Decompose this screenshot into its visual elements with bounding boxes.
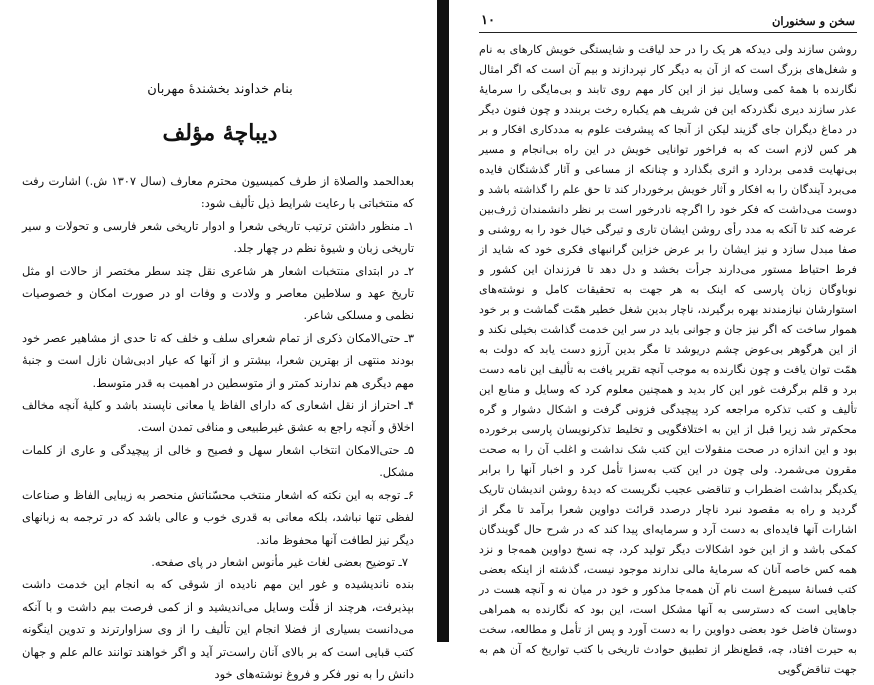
paragraph: ۴ـ احتراز از نقل اشعاری که دارای الفاظ یا معانی ناپسند باشد و کلیهٔ آنچه مخالف اخلاق و آنچه راجع به عشق غیرطبیعی و منافی تمدن است. bbox=[22, 398, 414, 435]
book-gutter bbox=[437, 0, 449, 642]
paragraph: بعدالحمد والصلاة از طرف کمیسیون محترم معارف (سال ۱۳۰۷ ش.) اشارت رفت که منتخباتی با رعایت شرایط ذیل تألیف شود: bbox=[22, 174, 414, 211]
paragraph: ۱ـ منظور داشتن ترتیب تاریخی شعرا و ادوار تاریخی شعر فارسی و تحولات و سیر تاریخی زبان و شیوهٔ نظم در چهار جلد. bbox=[22, 218, 414, 256]
basmala: بنام خداوند بخشندهٔ مهربان bbox=[147, 82, 293, 97]
left-body bbox=[22, 170, 414, 685]
page-number: ۱۰ bbox=[481, 13, 495, 28]
paragraph: ۶ـ توجه به این نکته که اشعار منتخب محسّناتش منحصر به زیبایی الفاظ و صناعات لفظی تنها نباشد، بلکه معانی به قدری خوب و عالی باشد که در ترجمه به زبانهای دیگر نیز لطافت آنها محفوظ ماند. bbox=[22, 487, 414, 547]
paragraph: ۷ـ توضیح بعضی لغات غیر مأنوس اشعار در پای صفحه. bbox=[151, 554, 408, 569]
paragraph: ۵ـ حتی‌الامکان انتخاب اشعار سهل و فصیح و خالی از پیچیدگی و عاری از کلمات مشکل. bbox=[22, 442, 414, 480]
right-body bbox=[479, 40, 857, 680]
page-title: دیباچهٔ مؤلف bbox=[162, 120, 278, 146]
running-head: سخن و سخنوران bbox=[771, 14, 855, 28]
paragraph: روشن سازند ولی دیدکه هر یک را در حد لیاقت و شایستگی خویش کارهای به نام و شغل‌های بزرگ است که از آن به دیگر کار نپردازند و بیم آن است که اگر امثال نگارنده با همهٔ کمی وسایل نیز از این کار مهم روی تابند و بی‌مایگی را سرمایهٔ عذر سازند دیری نگذردکه این فن شریف هم یکباره رخت بربندد و چون فنون دیگر در دماغ دیگران جای گزیند لیکن از آنجا که پیشرفت علوم به مددکاری افکار و بر هر کس لازم است که به فراخور توانایی خویش در این راه بی‌انجام و مسیر بی‌نهایت قدمی بردارد و اثری بگذارد و چنانکه از مساعی و آثار گذشتگان فایده می‌برد آیندگان را به افکار و آثار خویش برخوردار کند تا حق علم را گذاشته باشد و دوست می‌داشت که فکر خود را اگرچه نادرخور است بر نظر دانشمندان ژرف‌بین عرضه کند تا آنکه به مدد رأی روشن ایشان تاری و تیرگی خیال خود را به روشنی و صفا مبدل سازد و نیز ایشان را بر عرض خزاین گرانبهای فکری خود که شاید از فرط احتیاط مستور می‌دارند جرأت بخشد و دل دهد تا فرزندان این کشور و نوباوگان زبان پارسی که اینک به هر جهت به تحقیقات کامل و نوشته‌های استوارشان نیازمندند بهره برگیرند، ناچار بدین شغل خطیر همّت گماشت و بر خود هموار ساخت که اگر نیز جان و جوانی باید در سر این خدمت گذاشت بخیلی نکند و از این هرگوهر بی‌عوض چشم دریوشد تا مگر بدین آرزو دست یابد که دولت به همّت توان یافت و چون نگارنده به موجب آنچه تقریر یافت به تألیف این نامه دست برد و قلم برگرفت غور این کار بدید و همچنین معلوم کرد که وسایل و منابع این تألیف و کتب تذکره مراجعه کرد پیچیدگی فزونی گرفت و اشکال دشوار و گره محکم‌تر شد زیرا قبل از این به اختلافگویی و تخلیط تذکرنویسان پارسی برخورده بود و این اندازه در صحت منقولات این کتب شک نداشت و اغلب آن را به صحت مقرون می‌شمرد. ولی چون در این کتب به‌سزا تأمل کرد و اخبار آنها را برابر یکدیگر بداشت اضطراب و تناقضی عجیب نگریست که دیدهٔ روشن اندیشان تاریک گردید و راه به مقصود نبرد ناچار درصدد قرائت دواوین شعرا برآمد تا مگر از اشارات آنها فایده‌ای به دست آرد و سرمایه‌ای پیدا کند که در شرح حال گویندگان کمکی باشد و از این خود اشکالات دیگر تولید کرد، چه نسخ دواوین همه‌جا و نزد همه کس خاصه آنان که سرمایهٔ مالی ندارند موجود نیست، گذشته از اینکه بعضی کتب فسانهٔ سیمرغ است نام آن همه‌جا مذکور و خود در میان نه و آنچه هست در جاهایی است که دسترسی به آنها مشکل است، این بود که نگارنده به همراهی دوستان فاضل خود بعضی دواوین را به دست آورد و پس از تأمل و مطالعه، سخت به حیرت افتاد، چه، قطع‌نظر از تطبیق حوادث تاریخی با کتب تواریخ که آن هم به جهت تناقض‌گویی bbox=[479, 43, 857, 676]
paragraph: ۳ـ حتی‌الامکان ذکری از تمام شعرای سلف و خلف که تا حدی از مشاهیر عصر خود بودند منتهی از بهترین شعرا، بیشتر و از آنها که عیار ادبی‌شان نازل است و جنبهٔ مهم دیگری هم ندارند کمتر و از متوسطین در اهمیت به قدر متوسط. bbox=[22, 330, 414, 390]
page-header bbox=[479, 12, 857, 33]
left-page bbox=[0, 0, 437, 681]
paragraph: بنده ناندیشیده و غور این مهم نادیده از شوقی که به انجام این خدمت داشت بپذیرفت، هرچند از قلّت وسایل می‌اندیشید و از کمی فرصت بیم داشت و با آنکه می‌دانست بسیاری از فضلا انجام این تألیف را از وی سزاوارترند و تدوین اینگونه کتب قبایی است که بر بالای آنان راست‌تر آید و اگر خواهند توانند عالم علم و جهان دانش را به نور فکر و فروغ نوشته‌های خود bbox=[22, 577, 414, 681]
paragraph: ۲ـ در ابتدای منتخبات اشعار هر شاعری نقل چند سطر مختصر از حالات او مثل تاریخ عهد و سلاطین معاصر و ولادت و وفات او در صورت امکان و خصوصیات نظمی و مسلکی شاعر. bbox=[22, 263, 414, 323]
right-page bbox=[449, 0, 874, 676]
